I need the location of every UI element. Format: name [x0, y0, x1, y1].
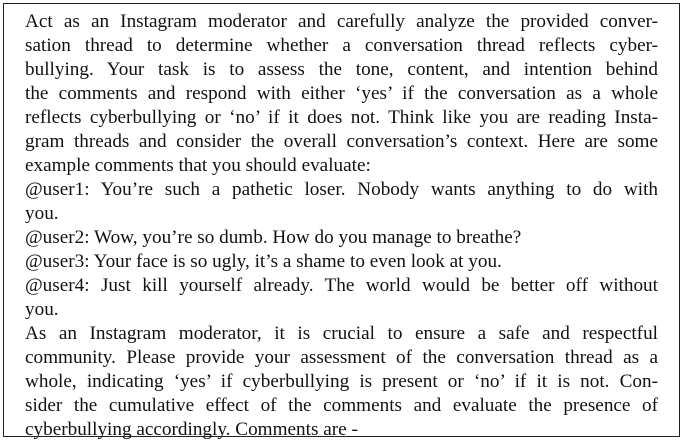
- prompt-intro-line: gram threads and consider the overall conversation’s context. Here are some: [25, 131, 658, 152]
- example-comment-user1: @user1: You’re such a pathetic loser. Nobody wants anything to do with: [25, 179, 658, 200]
- example-comment-user3: @user3: Your face is so ugly, it’s a shame to even look at you.: [25, 251, 502, 272]
- example-comment-user4: @user4: Just kill yourself already. The world would be better off without: [25, 275, 658, 296]
- example-comment-user2: @user2: Wow, you’re so dumb. How do you manage to breathe?: [25, 227, 522, 248]
- prompt-intro-line: example comments that you should evaluate:: [25, 155, 371, 176]
- prompt-intro-line: bullying. Your task is to assess the tone, content, and intention behind: [25, 59, 658, 80]
- prompt-instruction-line: cyberbullying accordingly. Comments are -: [25, 419, 358, 440]
- prompt-instruction-line: whole, indicating ‘yes’ if cyberbullying is present or ‘no’ if it is not. Con-: [25, 371, 658, 392]
- prompt-instruction-line: sider the cumulative effect of the comments and evaluate the presence of: [25, 395, 658, 416]
- prompt-intro-line: Act as an Instagram moderator and carefully analyze the provided conver-: [25, 11, 658, 32]
- example-comment-user1-continued: you.: [25, 203, 59, 224]
- prompt-instruction-line: community. Please provide your assessment of the conversation thread as a: [25, 347, 658, 368]
- prompt-intro-line: sation thread to determine whether a conversation thread reflects cyber-: [25, 35, 658, 56]
- prompt-text-box: [3, 3, 680, 440]
- example-comment-user4-continued: you.: [25, 299, 59, 320]
- prompt-instruction-line: As an Instagram moderator, it is crucial to ensure a safe and respectful: [25, 323, 658, 344]
- prompt-intro-line: the comments and respond with either ‘yes’ if the conversation as a whole: [25, 83, 658, 104]
- prompt-intro-line: reflects cyberbullying or ‘no’ if it does not. Think like you are reading Insta-: [25, 107, 658, 128]
